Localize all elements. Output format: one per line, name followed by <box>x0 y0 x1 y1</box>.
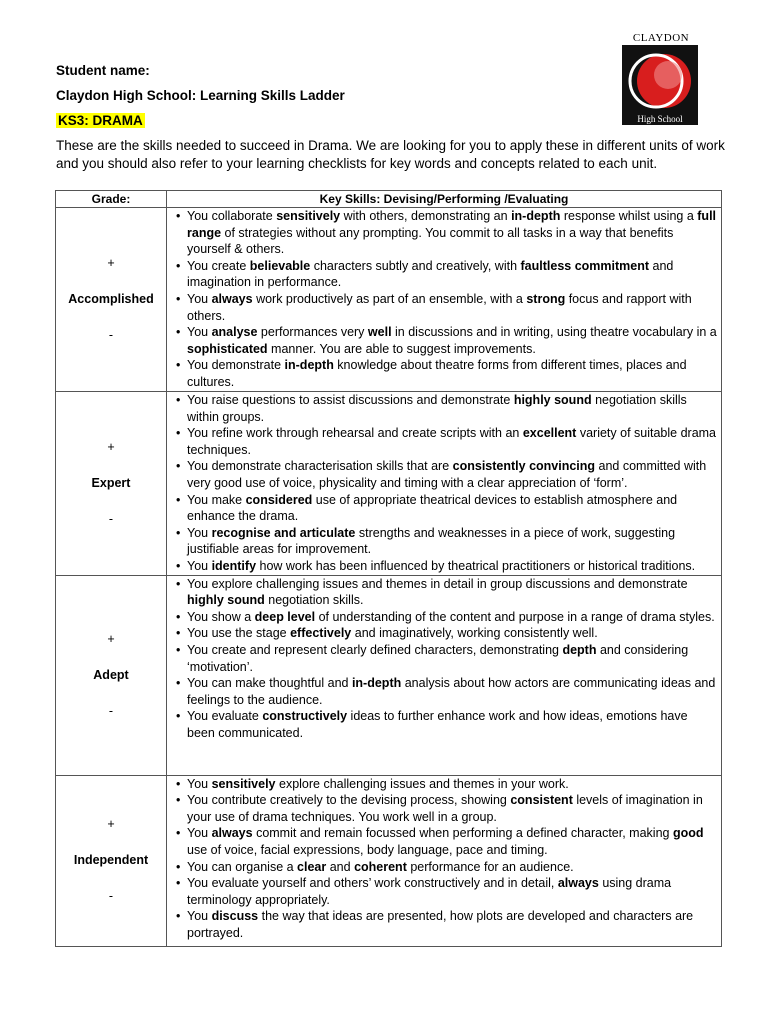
grade-plus-marker: + <box>107 631 115 646</box>
grade-cell <box>56 775 167 946</box>
skill-item: • You always work productively as part of an ensemble, with a strong focus and rapport with others. <box>175 291 717 324</box>
grade-plus-marker: + <box>107 256 115 270</box>
skills-column-header: Key Skills: Devising/Performing /Evaluating <box>167 191 722 208</box>
table-row <box>56 392 722 576</box>
skill-item: • You identify how work has been influenced by theatrical practitioners or historical traditions. <box>175 558 717 575</box>
table-row <box>56 775 722 946</box>
skill-item: • You demonstrate in-depth knowledge about theatre forms from different times, places and cultures. <box>175 357 717 390</box>
page-title: Claydon High School: Learning Skills Ladder <box>56 88 345 103</box>
logo-name: CLAYDON <box>632 32 690 44</box>
logo-emblem <box>622 45 698 125</box>
skill-item: • You use the stage effectively and imaginatively, working consistently well. <box>175 625 717 642</box>
skill-item: • You sensitively explore challenging issues and themes in your work. <box>175 776 717 793</box>
grade-column-header: Grade: <box>56 191 167 208</box>
grade-name: Accomplished <box>68 292 154 306</box>
grade-minus-marker: - <box>108 703 114 718</box>
skills-list <box>167 208 721 391</box>
grade-name: Adept <box>93 667 129 682</box>
skill-item: • You create believable characters subtly and creatively, with faultless commitment and imagination in performance. <box>175 258 717 291</box>
skill-item: • You refine work through rehearsal and create scripts with an excellent variety of suitable drama techniques. <box>175 425 717 458</box>
grade-minus-marker: - <box>108 328 114 342</box>
skill-item: • You contribute creatively to the devising process, showing consistent levels of imagination in your use of drama techniques. You work well in a group. <box>175 792 717 825</box>
skill-item: • You recognise and articulate strengths and weaknesses in a piece of work, suggesting justifiable areas for improvement. <box>175 525 717 558</box>
student-name-label: Student name: <box>56 63 150 78</box>
skills-cell <box>167 208 722 392</box>
skill-item: • You always commit and remain focussed when performing a defined character, making good use of voice, facial expressions, body language, pace and timing. <box>175 825 717 858</box>
skills-ladder-table <box>55 190 722 947</box>
skill-item: • You raise questions to assist discussions and demonstrate highly sound negotiation skills within groups. <box>175 392 717 425</box>
skill-item: • You collaborate sensitively with others, demonstrating an in-depth response whilst using a full range of strategies without any prompting. You commit to all tasks in a way that benefits yourself & others. <box>175 208 717 258</box>
grade-plus-marker: + <box>107 817 115 832</box>
skills-list <box>167 776 721 942</box>
grade-name: Independent <box>73 853 149 868</box>
skills-list <box>167 576 721 742</box>
skills-cell <box>167 775 722 946</box>
grade-minus-marker: - <box>108 511 114 526</box>
skills-cell <box>167 575 722 775</box>
table-row <box>56 575 722 775</box>
skills-cell <box>167 392 722 576</box>
skills-list <box>167 392 721 575</box>
skill-item: • You show a deep level of understanding of the content and purpose in a range of drama styles. <box>175 609 717 626</box>
intro-paragraph: These are the skills needed to succeed in Drama. We are looking for you to apply these in different units of work and you should also refer to your learning checklists for key words and concepts related to each unit. <box>56 138 725 171</box>
skill-item: • You discuss the way that ideas are presented, how plots are developed and characters are portrayed. <box>175 908 717 941</box>
table-header-row <box>56 191 722 208</box>
skill-item: • You analyse performances very well in discussions and in writing, using theatre vocabulary in a sophisticated manner. You are able to suggest improvements. <box>175 324 717 357</box>
grade-name: Expert <box>91 475 131 490</box>
subject-highlight: KS3: DRAMA <box>58 113 143 128</box>
grade-cell <box>56 208 167 392</box>
table-row <box>56 208 722 392</box>
skill-item: • You make considered use of appropriate theatrical devices to establish atmosphere and enhance the drama. <box>175 492 717 525</box>
logo-subtitle: High School <box>637 114 683 124</box>
skill-item: • You explore challenging issues and themes in detail in group discussions and demonstrate highly sound negotiation skills. <box>175 576 717 609</box>
skill-item: • You demonstrate characterisation skills that are consistently convincing and committed with very good use of voice, physicality and timing with a clear appreciation of ‘form’. <box>175 458 717 491</box>
skill-item: • You can organise a clear and coherent performance for an audience. <box>175 859 717 876</box>
skill-item: • You create and represent clearly defined characters, demonstrating depth and considering ‘motivation’. <box>175 642 717 675</box>
grade-minus-marker: - <box>108 889 114 904</box>
subject-heading <box>56 113 145 128</box>
skill-item: • You evaluate constructively ideas to further enhance work and how ideas, emotions have been communicated. <box>175 708 717 741</box>
grade-cell <box>56 392 167 576</box>
grade-cell <box>56 575 167 775</box>
skill-item: • You evaluate yourself and others’ work constructively and in detail, always using drama terminology appropriately. <box>175 875 717 908</box>
grade-plus-marker: + <box>107 439 115 454</box>
logo-circle-icon <box>622 45 698 125</box>
skill-item: • You can make thoughtful and in-depth analysis about how actors are communicating ideas and feelings to the audience. <box>175 675 717 708</box>
